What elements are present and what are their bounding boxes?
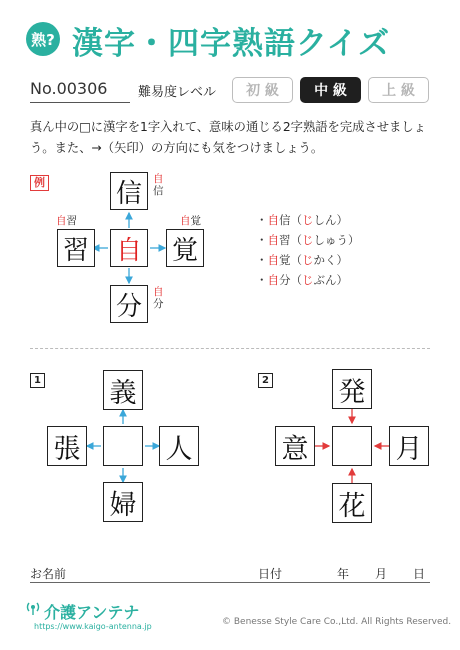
date-label: 日付	[258, 567, 283, 581]
example-label-bottom: 自 分	[153, 286, 164, 310]
question-2-right-char: 月	[389, 426, 429, 466]
example-hint-4: ・自分（じぶん）	[256, 273, 348, 287]
example-top-char: 信	[110, 172, 148, 210]
page-title: 漢字・四字熟語クイズ	[72, 26, 391, 62]
day-label: 日	[413, 567, 426, 581]
question-1-left-char: 張	[47, 426, 87, 466]
example-left-char: 習	[57, 229, 95, 267]
year-label: 年	[337, 567, 350, 581]
question-1-right-char: 人	[159, 426, 199, 466]
example-center-char: 自	[110, 229, 148, 267]
example-hint-3: ・自覚（じかく）	[256, 253, 348, 267]
level-intermediate-badge: 中 級	[300, 77, 361, 103]
example-label-right: 自覚	[180, 215, 201, 227]
question-1-bottom-char: 婦	[103, 482, 143, 522]
question-1-top-char: 義	[103, 370, 143, 410]
brand-logo-text: 介護アンテナ	[44, 603, 140, 622]
month-label: 月	[375, 567, 388, 581]
example-tag: 例	[30, 175, 49, 191]
brand-url: https://www.kaigo-antenna.jp	[34, 622, 152, 631]
level-beginner-badge: 初 級	[232, 77, 293, 103]
example-label-top: 自 信	[153, 173, 164, 197]
quiz-number: No.00306	[30, 79, 108, 98]
brand-antenna-icon	[26, 601, 40, 615]
level-advanced-badge: 上 級	[368, 77, 429, 103]
question-2-answer-box[interactable]	[332, 426, 372, 466]
copyright: © Benesse Style Care Co.,Ltd. All Rights Reserved.	[222, 617, 452, 627]
logo-text: 熟?	[31, 30, 55, 49]
question-2-number: 2	[258, 373, 273, 388]
question-2-left-char: 意	[275, 426, 315, 466]
instructions: 真ん中の□に漢字を1字入れて、意味の通じる2字熟語を完成させましょう。また、→（矢印）の方向にも気をつけましょう。	[30, 120, 426, 155]
question-2-top-char: 発	[332, 369, 372, 409]
question-1-answer-box[interactable]	[103, 426, 143, 466]
question-2-bottom-char: 花	[332, 483, 372, 523]
example-label-left: 自習	[56, 215, 77, 227]
example-hint-1: ・自信（じしん）	[256, 213, 348, 227]
name-date-underline	[30, 582, 430, 583]
section-divider	[30, 348, 430, 349]
example-hint-2: ・自習（じしゅう）	[256, 233, 360, 247]
question-1-number: 1	[30, 373, 45, 388]
example-bottom-char: 分	[110, 285, 148, 323]
level-label: 難易度レベル	[138, 85, 217, 100]
name-label: お名前	[30, 567, 67, 581]
example-right-char: 覚	[166, 229, 204, 267]
